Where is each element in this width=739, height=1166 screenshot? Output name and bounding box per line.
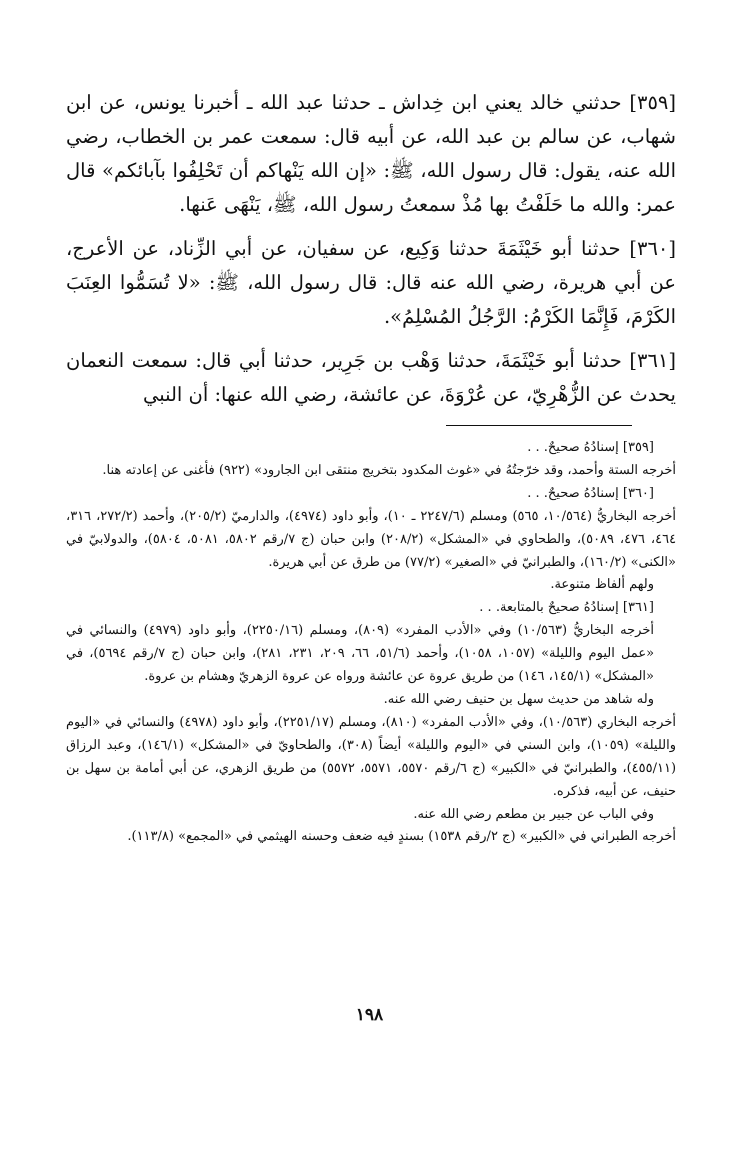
footnote-line: وفي الباب عن جبير بن مطعم رضي الله عنه. [413,806,654,822]
footnote-line: [٣٦١] إسنادُهُ صحيحٌ بالمتابعة. . . [479,600,654,616]
main-text [66,86,676,422]
footnote-separator [446,425,632,426]
hadith-361: [٣٦١] حدثنا أبو خَيْثَمَةَ، حدثنا وَهْب بن جَرِير، حدثنا أبي قال: سمعت النعمان يحدث عن الزُّهْرِيّ، عن عُرْوَةَ، عن عائشة، رضي الله عنها: أن النبي [66,349,676,406]
footnote-line: [٣٥٩] إسنادُهُ صحيحٌ. . . [527,440,654,455]
footnote-line: وله شاهد من حديث سهل بن حنيف رضي الله عنه. [383,691,654,707]
page-number: ١٩٨ [355,1005,384,1025]
hadith-360: [٣٦٠] حدثنا أبو خَيْثَمَةَ حدثنا وَكِيع، عن سفيان، عن أبي الزِّناد، عن الأعرج، عن أبي هريرة، رضي الله عنه قال: قال رسول الله، ﷺ: «لا تُسَمُّوا العِنَبَ الكَرْمَ، فَإِنَّمَا الكَرْمُ: الرَّجُلُ المُسْلِمُ». [66,237,676,328]
footnote-line: أخرجه البخاري (١٠/٥٦٣)، وفي «الأدب المفرد» (٨١٠)، ومسلم (٢٢٥١/١٧)، وأبو داود (٤٩٧٨) والنسائي في «اليوم والليلة» (١٠٥٩)، وابن السني في «اليوم والليلة» أيضاً (٣٠٨)، والطحاويّ في «المشكل» (١٤٦/١)، وعبد الرزاق (٤٥٥/١١)، والطبرانيّ في «الكبير» (ج ٦/رقم ٥٥٧٠، ٥٥٧١، ٥٥٧٢) من طريق الزهري، عن أبي أمامة بن سهل بن حنيف، عن أبيه، فذكره. [66,714,677,799]
footnotes [66,437,676,849]
footnote-line: أخرجه البخاريُّ (١٠/٥٦٣) وفي «الأدب المفرد» (٨٠٩)، ومسلم (٢٢٥٠/١٦)، وأبو داود (٤٩٧٩) والنسائي في «عمل اليوم والليلة» (١٠٥٧، ١٠٥٨)، وأحمد (٥١/٦، ٦٦، ٢٠٩، ٢٣١، ٢٨١)، وابن حبان (ج ٧/رقم ٥٦٩٤)، في «المشكل» (١٤٥/١، ١٤٦) من طريق عروة عن عائشة ورواه عن عروة الزهريّ وهشام بن عروة. [66,623,655,685]
footnote-line: أخرجه البخاريُّ (١٠/٥٦٤، ٥٦٥) ومسلم (٢٢٤٧/٦ ـ ١٠)، وأبو داود (٤٩٧٤)، والدارميّ (٢٠٥/٢)، وأحمد (٢٧٢/٢، ٣١٦، ٤٦٤، ٤٧٦، ٥٠٨٩)، والطحاوي في «المشكل» (٢٠٨/٢) وابن حبان (ج ٧/رقم ٥٨٠٢، ٥٠٨١، ٥٨٠٤)، والدولابيّ في «الكنى» (١٦٠/٢)، والطبرانيّ في «الصغير» (٧٧/٢) من طرق عن أبي هريرة. [66,508,677,570]
footnote-line: أخرجه الستة وأحمد، وقد خرّجتُهُ في «غوث المكدود بتخريج منتقى ابن الجارود» (٩٢٢) فأغنى عن إعادته هنا. [102,462,676,478]
footnote-line: ولهم ألفاظ متنوعة. [550,577,654,593]
footnote-line: أخرجه الطبراني في «الكبير» (ج ٢/رقم ١٥٣٨) بسندٍ فيه ضعف وحسنه الهيثمي في «المجمع» (١١٣/٨). [127,829,676,845]
hadith-359: [٣٥٩] حدثني خالد يعني ابن خِداش ـ حدثنا عبد الله ـ أخبرنا يونس، عن ابن شهاب، عن سالم بن عبد الله، عن أبيه قال: سمعت عمر بن الخطاب، رضي الله عنه، يقول: قال رسول الله، ﷺ: «إن الله يَنْهاكم أن تَحْلِفُوا بآبائكم» قال عمر: والله ما حَلَفْتُ بها مُذْ سمعتُ رسول الله، ﷺ، يَنْهَى عَنها. [66,91,676,216]
footnote-line: [٣٦٠] إسنادُهُ صحيحٌ. . . [527,485,654,501]
